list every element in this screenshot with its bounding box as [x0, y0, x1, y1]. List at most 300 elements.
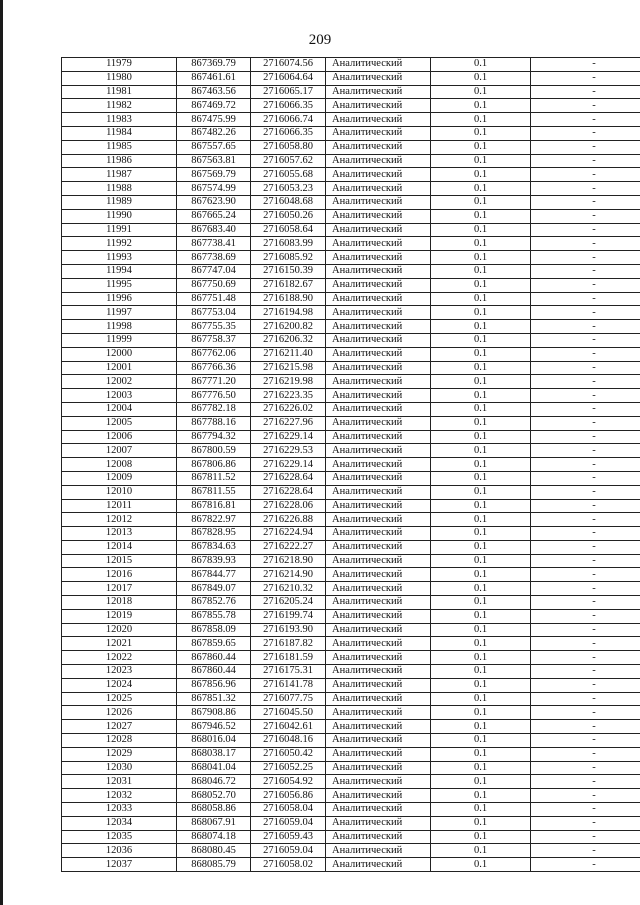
cell-method: Аналитический — [326, 209, 431, 223]
cell-y-coordinate: 2716219.98 — [251, 375, 326, 389]
cell-error: 0.1 — [431, 430, 531, 444]
cell-error: 0.1 — [431, 637, 531, 651]
cell-method: Аналитический — [326, 527, 431, 541]
table-row — [62, 747, 640, 761]
cell-error: 0.1 — [431, 527, 531, 541]
cell-method: Аналитический — [326, 389, 431, 403]
cell-description: - — [531, 168, 640, 182]
table-row — [62, 306, 640, 320]
cell-method: Аналитический — [326, 458, 431, 472]
page-left-edge — [0, 0, 3, 905]
cell-error: 0.1 — [431, 582, 531, 596]
table-row — [62, 637, 640, 651]
cell-y-coordinate: 2716050.42 — [251, 747, 326, 761]
cell-error: 0.1 — [431, 292, 531, 306]
cell-point-number: 12010 — [62, 485, 177, 499]
table-row — [62, 471, 640, 485]
table-row — [62, 761, 640, 775]
cell-error: 0.1 — [431, 734, 531, 748]
cell-error: 0.1 — [431, 140, 531, 154]
cell-error: 0.1 — [431, 789, 531, 803]
cell-description: - — [531, 734, 640, 748]
table-row — [62, 71, 640, 85]
cell-x-coordinate: 868016.04 — [177, 734, 251, 748]
coordinates-table-body — [62, 58, 640, 872]
cell-y-coordinate: 2716226.88 — [251, 513, 326, 527]
cell-description: - — [531, 485, 640, 499]
table-row — [62, 485, 640, 499]
cell-point-number: 11994 — [62, 264, 177, 278]
table-row — [62, 402, 640, 416]
table-row — [62, 223, 640, 237]
cell-point-number: 11990 — [62, 209, 177, 223]
cell-y-coordinate: 2716188.90 — [251, 292, 326, 306]
cell-description: - — [531, 292, 640, 306]
cell-y-coordinate: 2716206.32 — [251, 333, 326, 347]
cell-error: 0.1 — [431, 375, 531, 389]
cell-description: - — [531, 623, 640, 637]
cell-x-coordinate: 867776.50 — [177, 389, 251, 403]
cell-description: - — [531, 747, 640, 761]
cell-description: - — [531, 320, 640, 334]
cell-x-coordinate: 867855.78 — [177, 609, 251, 623]
cell-point-number: 12008 — [62, 458, 177, 472]
cell-y-coordinate: 2716223.35 — [251, 389, 326, 403]
table-row — [62, 99, 640, 113]
cell-x-coordinate: 868052.70 — [177, 789, 251, 803]
cell-method: Аналитический — [326, 775, 431, 789]
cell-method: Аналитический — [326, 485, 431, 499]
cell-method: Аналитический — [326, 71, 431, 85]
cell-error: 0.1 — [431, 182, 531, 196]
cell-point-number: 11986 — [62, 154, 177, 168]
cell-error: 0.1 — [431, 85, 531, 99]
cell-error: 0.1 — [431, 720, 531, 734]
cell-description: - — [531, 513, 640, 527]
cell-method: Аналитический — [326, 430, 431, 444]
cell-error: 0.1 — [431, 513, 531, 527]
cell-y-coordinate: 2716042.61 — [251, 720, 326, 734]
cell-description: - — [531, 692, 640, 706]
cell-method: Аналитический — [326, 623, 431, 637]
cell-point-number: 12026 — [62, 706, 177, 720]
cell-description: - — [531, 113, 640, 127]
table-row — [62, 582, 640, 596]
cell-error: 0.1 — [431, 775, 531, 789]
cell-method: Аналитический — [326, 651, 431, 665]
cell-y-coordinate: 2716182.67 — [251, 278, 326, 292]
table-row — [62, 416, 640, 430]
cell-point-number: 12029 — [62, 747, 177, 761]
cell-method: Аналитический — [326, 830, 431, 844]
cell-x-coordinate: 867758.37 — [177, 333, 251, 347]
cell-x-coordinate: 867475.99 — [177, 113, 251, 127]
cell-x-coordinate: 867755.35 — [177, 320, 251, 334]
table-row — [62, 513, 640, 527]
table-row — [62, 58, 640, 72]
cell-point-number: 12028 — [62, 734, 177, 748]
cell-error: 0.1 — [431, 485, 531, 499]
table-row — [62, 568, 640, 582]
table-row — [62, 209, 640, 223]
table-row — [62, 596, 640, 610]
cell-method: Аналитический — [326, 637, 431, 651]
cell-point-number: 11988 — [62, 182, 177, 196]
cell-method: Аналитический — [326, 154, 431, 168]
cell-method: Аналитический — [326, 734, 431, 748]
cell-description: - — [531, 609, 640, 623]
cell-method: Аналитический — [326, 251, 431, 265]
cell-x-coordinate: 868038.17 — [177, 747, 251, 761]
cell-x-coordinate: 867750.69 — [177, 278, 251, 292]
cell-error: 0.1 — [431, 651, 531, 665]
cell-x-coordinate: 867469.72 — [177, 99, 251, 113]
table-row — [62, 803, 640, 817]
cell-point-number: 11997 — [62, 306, 177, 320]
cell-y-coordinate: 2716054.92 — [251, 775, 326, 789]
cell-method: Аналитический — [326, 58, 431, 72]
cell-error: 0.1 — [431, 251, 531, 265]
cell-x-coordinate: 867569.79 — [177, 168, 251, 182]
cell-y-coordinate: 2716228.64 — [251, 471, 326, 485]
cell-x-coordinate: 867771.20 — [177, 375, 251, 389]
cell-y-coordinate: 2716211.40 — [251, 347, 326, 361]
table-row — [62, 320, 640, 334]
cell-point-number: 12014 — [62, 540, 177, 554]
table-row — [62, 678, 640, 692]
cell-method: Аналитический — [326, 347, 431, 361]
cell-x-coordinate: 867859.65 — [177, 637, 251, 651]
cell-description: - — [531, 761, 640, 775]
cell-y-coordinate: 2716150.39 — [251, 264, 326, 278]
cell-description: - — [531, 637, 640, 651]
table-row — [62, 734, 640, 748]
cell-x-coordinate: 867369.79 — [177, 58, 251, 72]
cell-point-number: 12031 — [62, 775, 177, 789]
cell-point-number: 12015 — [62, 554, 177, 568]
cell-x-coordinate: 867828.95 — [177, 527, 251, 541]
cell-y-coordinate: 2716056.86 — [251, 789, 326, 803]
cell-method: Аналитический — [326, 99, 431, 113]
table-row — [62, 168, 640, 182]
cell-method: Аналитический — [326, 471, 431, 485]
cell-point-number: 11981 — [62, 85, 177, 99]
cell-y-coordinate: 2716214.90 — [251, 568, 326, 582]
cell-method: Аналитический — [326, 361, 431, 375]
cell-description: - — [531, 306, 640, 320]
cell-y-coordinate: 2716074.56 — [251, 58, 326, 72]
cell-error: 0.1 — [431, 168, 531, 182]
cell-point-number: 12003 — [62, 389, 177, 403]
cell-y-coordinate: 2716083.99 — [251, 237, 326, 251]
cell-point-number: 12035 — [62, 830, 177, 844]
cell-description: - — [531, 665, 640, 679]
cell-error: 0.1 — [431, 692, 531, 706]
cell-error: 0.1 — [431, 816, 531, 830]
cell-error: 0.1 — [431, 333, 531, 347]
cell-y-coordinate: 2716229.53 — [251, 444, 326, 458]
table-row — [62, 237, 640, 251]
cell-x-coordinate: 868080.45 — [177, 844, 251, 858]
cell-x-coordinate: 867623.90 — [177, 195, 251, 209]
cell-x-coordinate: 867738.41 — [177, 237, 251, 251]
table-row — [62, 251, 640, 265]
cell-error: 0.1 — [431, 499, 531, 513]
cell-error: 0.1 — [431, 306, 531, 320]
coordinates-table — [61, 57, 640, 872]
cell-x-coordinate: 867811.52 — [177, 471, 251, 485]
cell-x-coordinate: 868058.86 — [177, 803, 251, 817]
cell-point-number: 11998 — [62, 320, 177, 334]
cell-description: - — [531, 844, 640, 858]
cell-point-number: 12000 — [62, 347, 177, 361]
cell-point-number: 11984 — [62, 126, 177, 140]
cell-x-coordinate: 867683.40 — [177, 223, 251, 237]
cell-description: - — [531, 126, 640, 140]
cell-method: Аналитический — [326, 444, 431, 458]
cell-method: Аналитический — [326, 85, 431, 99]
cell-method: Аналитический — [326, 582, 431, 596]
table-row — [62, 444, 640, 458]
table-row — [62, 665, 640, 679]
cell-x-coordinate: 867856.96 — [177, 678, 251, 692]
cell-y-coordinate: 2716050.26 — [251, 209, 326, 223]
table-row — [62, 554, 640, 568]
cell-y-coordinate: 2716141.78 — [251, 678, 326, 692]
cell-error: 0.1 — [431, 858, 531, 872]
cell-point-number: 12034 — [62, 816, 177, 830]
cell-y-coordinate: 2716066.74 — [251, 113, 326, 127]
table-row — [62, 182, 640, 196]
cell-method: Аналитический — [326, 499, 431, 513]
cell-method: Аналитический — [326, 320, 431, 334]
cell-point-number: 12018 — [62, 596, 177, 610]
cell-point-number: 11999 — [62, 333, 177, 347]
cell-error: 0.1 — [431, 416, 531, 430]
cell-point-number: 12020 — [62, 623, 177, 637]
cell-error: 0.1 — [431, 568, 531, 582]
cell-point-number: 11989 — [62, 195, 177, 209]
table-row — [62, 389, 640, 403]
cell-x-coordinate: 867816.81 — [177, 499, 251, 513]
cell-method: Аналитический — [326, 692, 431, 706]
cell-description: - — [531, 651, 640, 665]
table-row — [62, 651, 640, 665]
cell-point-number: 12021 — [62, 637, 177, 651]
cell-description: - — [531, 458, 640, 472]
cell-x-coordinate: 867782.18 — [177, 402, 251, 416]
cell-point-number: 12013 — [62, 527, 177, 541]
cell-error: 0.1 — [431, 209, 531, 223]
cell-x-coordinate: 867811.55 — [177, 485, 251, 499]
cell-description: - — [531, 209, 640, 223]
cell-method: Аналитический — [326, 182, 431, 196]
cell-x-coordinate: 867788.16 — [177, 416, 251, 430]
cell-y-coordinate: 2716048.68 — [251, 195, 326, 209]
table-row — [62, 789, 640, 803]
table-row — [62, 527, 640, 541]
cell-error: 0.1 — [431, 126, 531, 140]
cell-description: - — [531, 71, 640, 85]
cell-error: 0.1 — [431, 678, 531, 692]
cell-error: 0.1 — [431, 444, 531, 458]
cell-method: Аналитический — [326, 844, 431, 858]
cell-y-coordinate: 2716226.02 — [251, 402, 326, 416]
cell-x-coordinate: 867794.32 — [177, 430, 251, 444]
cell-y-coordinate: 2716066.35 — [251, 99, 326, 113]
cell-y-coordinate: 2716227.96 — [251, 416, 326, 430]
cell-point-number: 11995 — [62, 278, 177, 292]
cell-description: - — [531, 264, 640, 278]
cell-method: Аналитический — [326, 816, 431, 830]
cell-x-coordinate: 867800.59 — [177, 444, 251, 458]
cell-y-coordinate: 2716064.64 — [251, 71, 326, 85]
cell-error: 0.1 — [431, 761, 531, 775]
cell-y-coordinate: 2716066.35 — [251, 126, 326, 140]
table-row — [62, 347, 640, 361]
cell-y-coordinate: 2716175.31 — [251, 665, 326, 679]
table-row — [62, 540, 640, 554]
cell-method: Аналитический — [326, 513, 431, 527]
cell-description: - — [531, 140, 640, 154]
cell-point-number: 12025 — [62, 692, 177, 706]
cell-x-coordinate: 868067.91 — [177, 816, 251, 830]
cell-y-coordinate: 2716199.74 — [251, 609, 326, 623]
cell-y-coordinate: 2716215.98 — [251, 361, 326, 375]
cell-description: - — [531, 85, 640, 99]
cell-y-coordinate: 2716229.14 — [251, 430, 326, 444]
cell-description: - — [531, 389, 640, 403]
cell-description: - — [531, 444, 640, 458]
cell-error: 0.1 — [431, 264, 531, 278]
cell-method: Аналитический — [326, 554, 431, 568]
cell-description: - — [531, 596, 640, 610]
cell-y-coordinate: 2716085.92 — [251, 251, 326, 265]
cell-point-number: 11985 — [62, 140, 177, 154]
cell-point-number: 12027 — [62, 720, 177, 734]
cell-description: - — [531, 830, 640, 844]
table-row — [62, 816, 640, 830]
cell-description: - — [531, 720, 640, 734]
cell-description: - — [531, 182, 640, 196]
table-row — [62, 361, 640, 375]
cell-description: - — [531, 540, 640, 554]
cell-error: 0.1 — [431, 623, 531, 637]
cell-method: Аналитический — [326, 803, 431, 817]
cell-error: 0.1 — [431, 554, 531, 568]
cell-x-coordinate: 867557.65 — [177, 140, 251, 154]
cell-x-coordinate: 868074.18 — [177, 830, 251, 844]
cell-method: Аналитический — [326, 375, 431, 389]
cell-y-coordinate: 2716045.50 — [251, 706, 326, 720]
cell-error: 0.1 — [431, 609, 531, 623]
cell-error: 0.1 — [431, 402, 531, 416]
cell-y-coordinate: 2716187.82 — [251, 637, 326, 651]
cell-description: - — [531, 554, 640, 568]
cell-x-coordinate: 867461.61 — [177, 71, 251, 85]
table-row — [62, 140, 640, 154]
table-row — [62, 126, 640, 140]
cell-y-coordinate: 2716059.04 — [251, 816, 326, 830]
cell-point-number: 12017 — [62, 582, 177, 596]
cell-x-coordinate: 867751.48 — [177, 292, 251, 306]
cell-point-number: 12019 — [62, 609, 177, 623]
cell-method: Аналитический — [326, 540, 431, 554]
cell-x-coordinate: 867762.06 — [177, 347, 251, 361]
cell-error: 0.1 — [431, 347, 531, 361]
cell-error: 0.1 — [431, 706, 531, 720]
cell-point-number: 12012 — [62, 513, 177, 527]
cell-x-coordinate: 867844.77 — [177, 568, 251, 582]
cell-error: 0.1 — [431, 223, 531, 237]
cell-x-coordinate: 867946.52 — [177, 720, 251, 734]
cell-description: - — [531, 347, 640, 361]
cell-description: - — [531, 375, 640, 389]
cell-x-coordinate: 868046.72 — [177, 775, 251, 789]
table-row — [62, 609, 640, 623]
cell-error: 0.1 — [431, 471, 531, 485]
cell-y-coordinate: 2716229.14 — [251, 458, 326, 472]
cell-error: 0.1 — [431, 596, 531, 610]
table-row — [62, 458, 640, 472]
cell-y-coordinate: 2716218.90 — [251, 554, 326, 568]
cell-description: - — [531, 361, 640, 375]
cell-point-number: 11991 — [62, 223, 177, 237]
cell-description: - — [531, 527, 640, 541]
cell-point-number: 12022 — [62, 651, 177, 665]
cell-point-number: 11993 — [62, 251, 177, 265]
cell-y-coordinate: 2716058.80 — [251, 140, 326, 154]
cell-point-number: 11979 — [62, 58, 177, 72]
table-row — [62, 85, 640, 99]
cell-description: - — [531, 858, 640, 872]
cell-method: Аналитический — [326, 720, 431, 734]
cell-error: 0.1 — [431, 747, 531, 761]
cell-description: - — [531, 678, 640, 692]
cell-x-coordinate: 867860.44 — [177, 651, 251, 665]
cell-x-coordinate: 867822.97 — [177, 513, 251, 527]
cell-point-number: 12007 — [62, 444, 177, 458]
cell-y-coordinate: 2716058.02 — [251, 858, 326, 872]
table-row — [62, 692, 640, 706]
cell-method: Аналитический — [326, 292, 431, 306]
cell-point-number: 12001 — [62, 361, 177, 375]
table-row — [62, 706, 640, 720]
cell-point-number: 12023 — [62, 665, 177, 679]
cell-description: - — [531, 278, 640, 292]
cell-error: 0.1 — [431, 803, 531, 817]
cell-point-number: 11996 — [62, 292, 177, 306]
cell-x-coordinate: 867747.04 — [177, 264, 251, 278]
cell-y-coordinate: 2716222.27 — [251, 540, 326, 554]
table-row — [62, 720, 640, 734]
cell-x-coordinate: 867858.09 — [177, 623, 251, 637]
cell-error: 0.1 — [431, 154, 531, 168]
cell-description: - — [531, 402, 640, 416]
table-row — [62, 154, 640, 168]
cell-point-number: 12006 — [62, 430, 177, 444]
cell-method: Аналитический — [326, 858, 431, 872]
cell-y-coordinate: 2716058.64 — [251, 223, 326, 237]
cell-point-number: 12005 — [62, 416, 177, 430]
cell-description: - — [531, 430, 640, 444]
cell-y-coordinate: 2716228.64 — [251, 485, 326, 499]
cell-error: 0.1 — [431, 320, 531, 334]
cell-method: Аналитический — [326, 678, 431, 692]
cell-description: - — [531, 99, 640, 113]
cell-description: - — [531, 471, 640, 485]
cell-error: 0.1 — [431, 389, 531, 403]
